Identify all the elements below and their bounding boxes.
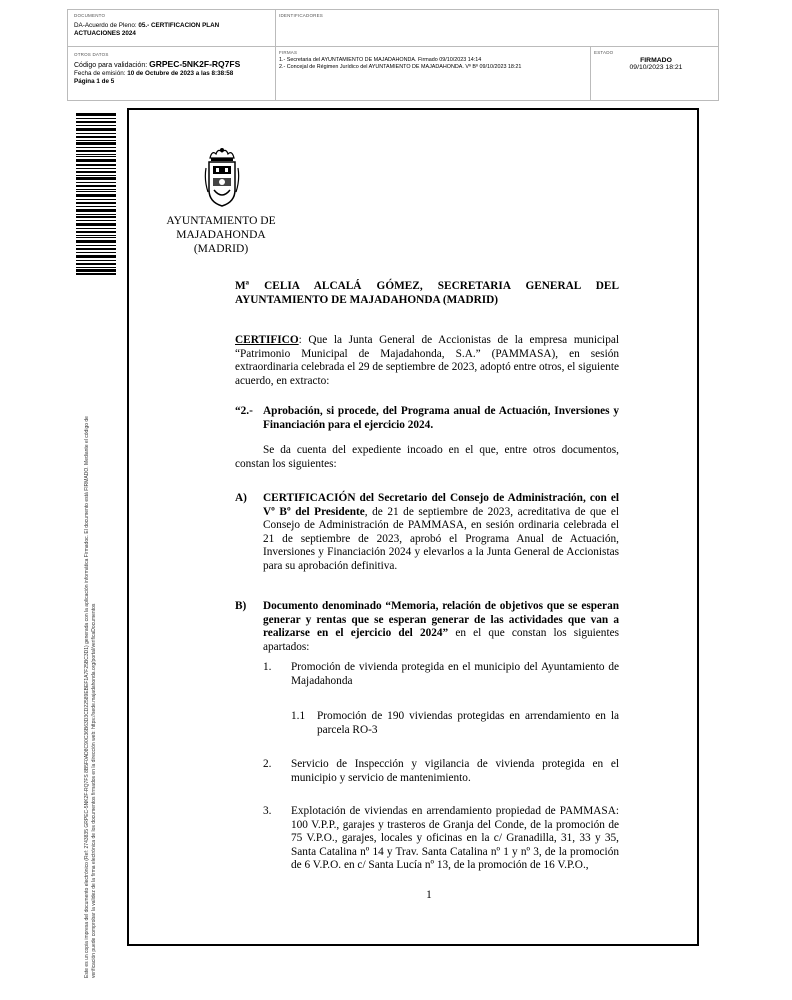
coat-of-arms-icon xyxy=(204,146,240,210)
estado-label: ESTADO xyxy=(594,50,614,55)
estado-value: FIRMADO xyxy=(640,57,672,64)
section-a-label: A) xyxy=(235,492,247,504)
firma-1: 1.- Secretaria del AYUNTAMIENTO DE MAJADAHONDA. Firmado 09/10/2023 14:14 xyxy=(279,57,482,63)
side-verification-text-1: Este es un copia impresa del documento electrónico (Ref: 2743835 GRPEC-5NK2F-RQ7FS 8B5F0AD8C90C36B63D3CD22589EBEF1A7F25BC3D1) generada con la aplicación informática Firmadoc. El documento está FIRMADO. Mediante el código de xyxy=(84,416,90,978)
list-item-1-number: 1. xyxy=(263,661,272,673)
section-a-text: CERTIFICACIÓN del Secretario del Consejo de Administración, con el Vº Bº del Presidente, de 21 de septiembre de 2023, acreditativa de que el Consejo de Administración de PAMMASA, en sesión ordinaria celebrada el 21 de septiembre de 2023, aprobó el Programa Anual de Actuación, Inversiones y Financiación 2024 y elevarlos a la Junta General de Accionistas para su aprobación definitiva. xyxy=(263,492,619,572)
item2-intro: Se da cuenta del expediente incoado en el que, entre otros documentos, constan los siguientes: xyxy=(235,444,619,470)
estado-date: 09/10/2023 18:21 xyxy=(629,64,683,71)
section-b-label: B) xyxy=(235,600,247,612)
codigo-validacion: Código para validación: GRPEC-5NK2F-RQ7FS xyxy=(74,59,241,69)
list-item-1-1-text: Promoción de 190 viviendas protegidas en arrendamiento en la parcela RO-3 xyxy=(317,710,619,736)
barcode xyxy=(76,113,116,275)
side-verification-text-2: verificación puede comprobar la validez de la firma electrónica de los documentos firmados en la dirección web: https://sede.majadahonda.org/portal/verificaDocumentos xyxy=(91,603,97,978)
list-item-1-text: Promoción de vivienda protegida en el municipio del Ayuntamiento de Majadahonda xyxy=(291,661,619,687)
certifico-paragraph: CERTIFICO: Que la Junta General de Accionistas de la empresa municipal “Patrimonio Municipal de Majadahonda, S.A.” (PAMMASA), en sesión extraordinaria celebrada el 29 de septiembre de 2023, adoptó entre otros, el siguiente acuerdo, en extracto: xyxy=(235,334,619,387)
list-item-3-text: Explotación de viviendas en arrendamiento propiedad de PAMMASA: 100 V.P.P., garajes y trasteros de Granja del Conde, de la promoción de 75 V.P.O., garajes, locales y oficinas en la c/ Granadilla, 31, 33 y 35, Santa Catalina nº 14 y Trav. Santa Catalina nº 1 y nº 3, de la promoción de 6 V.P.O. en c/ Santa Lucía nº 13, de la promoción de 16 V.P.O., xyxy=(291,805,619,872)
identificadores-cell xyxy=(279,13,323,18)
pagina-info: Página 1 de 5 xyxy=(74,78,115,85)
fecha-emision: Fecha de emisión: 10 de Octubre de 2023 a las 8:38:58 xyxy=(74,70,234,77)
list-item-3-number: 3. xyxy=(263,805,272,817)
firmas-cell xyxy=(279,50,587,71)
item2-number: “2.- xyxy=(235,405,253,417)
document-page xyxy=(127,108,699,946)
otros-datos-cell xyxy=(74,52,272,86)
letterhead: AYUNTAMIENTO DE MAJADAHONDA (MADRID) xyxy=(166,215,276,255)
documento-label: DOCUMENTO xyxy=(74,13,106,18)
documento-cell xyxy=(74,13,272,38)
firmas-label: FIRMAS xyxy=(279,50,298,55)
section-b-text: Documento denominado “Memoria, relación de objetivos que se esperan generar y rentas que se esperan generar de las actividades que van a realizarse en el ejercicio del 2024” en el que constan los siguientes apartados: xyxy=(263,600,619,653)
list-item-2-text: Servicio de Inspección y vigilancia de vivienda protegida en el municipio y servicio de mantenimiento. xyxy=(291,758,619,784)
identificadores-label: IDENTIFICADORES xyxy=(279,13,324,18)
page-number: 1 xyxy=(426,889,432,901)
otros-datos-label: OTROS DATOS xyxy=(74,52,109,57)
list-item-2-number: 2. xyxy=(263,758,272,770)
firma-2: 2.- Concejal de Régimen Jurídico del AYUNTAMIENTO DE MAJADAHONDA. Vº Bº 09/10/2023 18:21 xyxy=(279,64,522,70)
item2-title: Aprobación, si procede, del Programa anual de Actuación, Inversiones y Financiación para el ejercicio 2024. xyxy=(263,405,619,431)
page-title: Mª CELIA ALCALÁ GÓMEZ, SECRETARIA GENERAL DEL AYUNTAMIENTO DE MAJADAHONDA (MADRID) xyxy=(235,280,619,306)
estado-cell xyxy=(594,50,718,71)
document-header xyxy=(67,9,719,101)
codigo-value: GRPEC-5NK2F-RQ7FS xyxy=(149,59,241,69)
list-item-1-1-number: 1.1 xyxy=(291,710,306,722)
documento-title: DA-Acuerdo de Pleno: 05.- CERTIFICACION PLAN ACTUACIONES 2024 xyxy=(74,22,220,37)
